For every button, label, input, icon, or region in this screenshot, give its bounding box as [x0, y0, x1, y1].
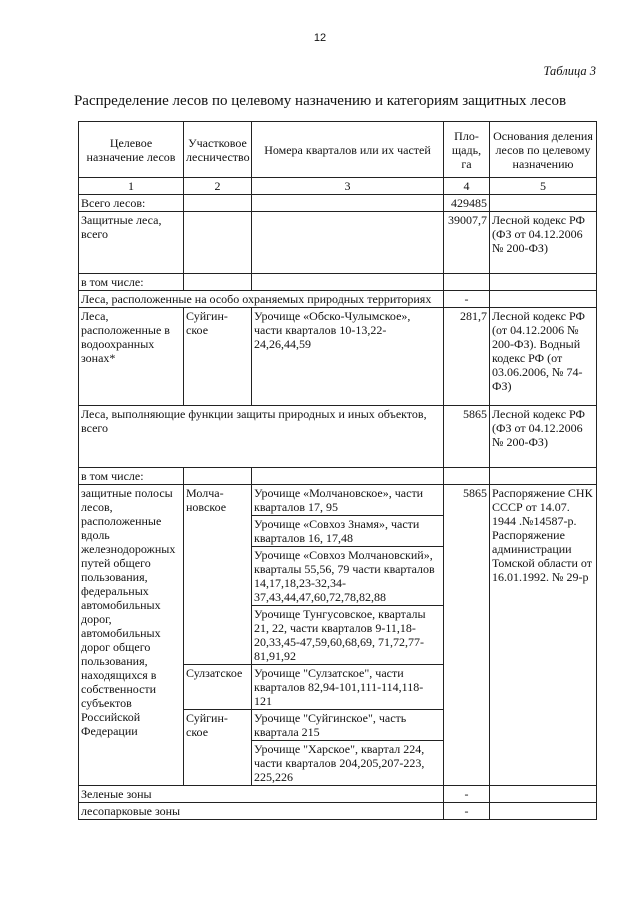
row-label: Леса, расположенные на особо охраняемых природных территориях: [79, 291, 444, 308]
row-blocks: Урочище "Харское", квартал 224, части кварталов 204,205,207-223, 225,226: [252, 741, 444, 786]
header-district: Участковое лесничество: [184, 122, 252, 178]
row-label: Леса, расположенные в водоохранных зонах*: [79, 308, 184, 406]
row-area: -: [444, 803, 490, 820]
row-basis: Распоряжение СНК СССР от 14.07. 1944 .№14587-р. Распоряжение администрации Томской области от 16.01.1992. № 29-р: [490, 485, 597, 786]
header-area: Пло-щадь, га: [444, 122, 490, 178]
row-blocks: Урочище «Совхоз Молчановский», кварталы 55,56, 79 части кварталов 14,17,18,23-32,34-37,43,44,47,60,72,78,82,88: [252, 547, 444, 606]
header-blocks: Номера кварталов или их частей: [252, 122, 444, 178]
row-area: 39007,7: [444, 212, 490, 274]
col-number: 1: [79, 178, 184, 195]
row-blocks: Урочище "Суйгинское", часть квартала 215: [252, 710, 444, 741]
table-row: [79, 274, 597, 291]
table-row: [79, 468, 597, 485]
row-label: Леса, выполняющие функции защиты природных и иных объектов, всего: [79, 406, 444, 468]
row-district: Молча-новское: [184, 485, 252, 665]
forest-distribution-table: [78, 121, 597, 820]
row-label: в том числе:: [79, 274, 184, 291]
header-basis: Основания деления лесов по целевому назначению: [490, 122, 597, 178]
row-label: Защитные леса, всего: [79, 212, 184, 274]
row-blocks: Урочище «Совхоз Знамя», части кварталов 16, 17,48: [252, 516, 444, 547]
table-row: [79, 291, 597, 308]
table-row: [79, 195, 597, 212]
column-numbers-row: [79, 178, 597, 195]
col-number: 5: [490, 178, 597, 195]
row-area: 5865: [444, 406, 490, 468]
col-number: 4: [444, 178, 490, 195]
header-row: [79, 122, 597, 178]
row-district: Суйгин-ское: [184, 710, 252, 786]
table-row: [79, 212, 597, 274]
row-district: Суйгин-ское: [184, 308, 252, 406]
row-basis: Лесной кодекс РФ (ФЗ от 04.12.2006 № 200-ФЗ): [490, 212, 597, 274]
table-row: [79, 803, 597, 820]
row-area: 5865: [444, 485, 490, 786]
table-row: [79, 485, 597, 516]
row-label: лесопарковые зоны: [79, 803, 444, 820]
row-label: Зеленые зоны: [79, 786, 444, 803]
row-area: -: [444, 786, 490, 803]
row-label: защитные полосы лесов, расположенные вдоль железнодорожных путей общего пользования, федеральных автомобильных дорог, автомобильных дорог общего пользования, находящихся в собственности субъектов Российской Федерации: [79, 485, 184, 786]
table-title: Распределение лесов по целевому назначению и категориям защитных лесов: [73, 93, 567, 109]
col-number: 2: [184, 178, 252, 195]
row-basis: Лесной кодекс РФ (от 04.12.2006 № 200-ФЗ). Водный кодекс РФ (от 03.06.2006, № 74-ФЗ): [490, 308, 597, 406]
row-label: в том числе:: [79, 468, 184, 485]
table-row: [79, 406, 597, 468]
row-district: Сулзатское: [184, 665, 252, 710]
header-purpose: Целевое назначение лесов: [79, 122, 184, 178]
row-area: 281,7: [444, 308, 490, 406]
table-row: [79, 786, 597, 803]
row-area: -: [444, 291, 490, 308]
page-number: 12: [313, 32, 327, 44]
row-blocks: Урочище "Сулзатское", части кварталов 82,94-101,111-114,118-121: [252, 665, 444, 710]
row-label: Всего лесов:: [79, 195, 184, 212]
row-area: 429485: [444, 195, 490, 212]
row-blocks: Урочище «Молчановское», части кварталов 17, 95: [252, 485, 444, 516]
row-basis: Лесной кодекс РФ (ФЗ от 04.12.2006 № 200-ФЗ): [490, 406, 597, 468]
table-label: Таблица 3: [543, 64, 596, 78]
col-number: 3: [252, 178, 444, 195]
row-blocks: Урочище «Обско-Чулымское», части кварталов 10-13,22-24,26,44,59: [252, 308, 444, 406]
table-row: [79, 308, 597, 406]
row-blocks: Урочище Тунгусовское, кварталы 21, 22, части кварталов 9-11,18-20,33,45-47,59,60,68,69, 71,72,77-81,91,92: [252, 606, 444, 665]
